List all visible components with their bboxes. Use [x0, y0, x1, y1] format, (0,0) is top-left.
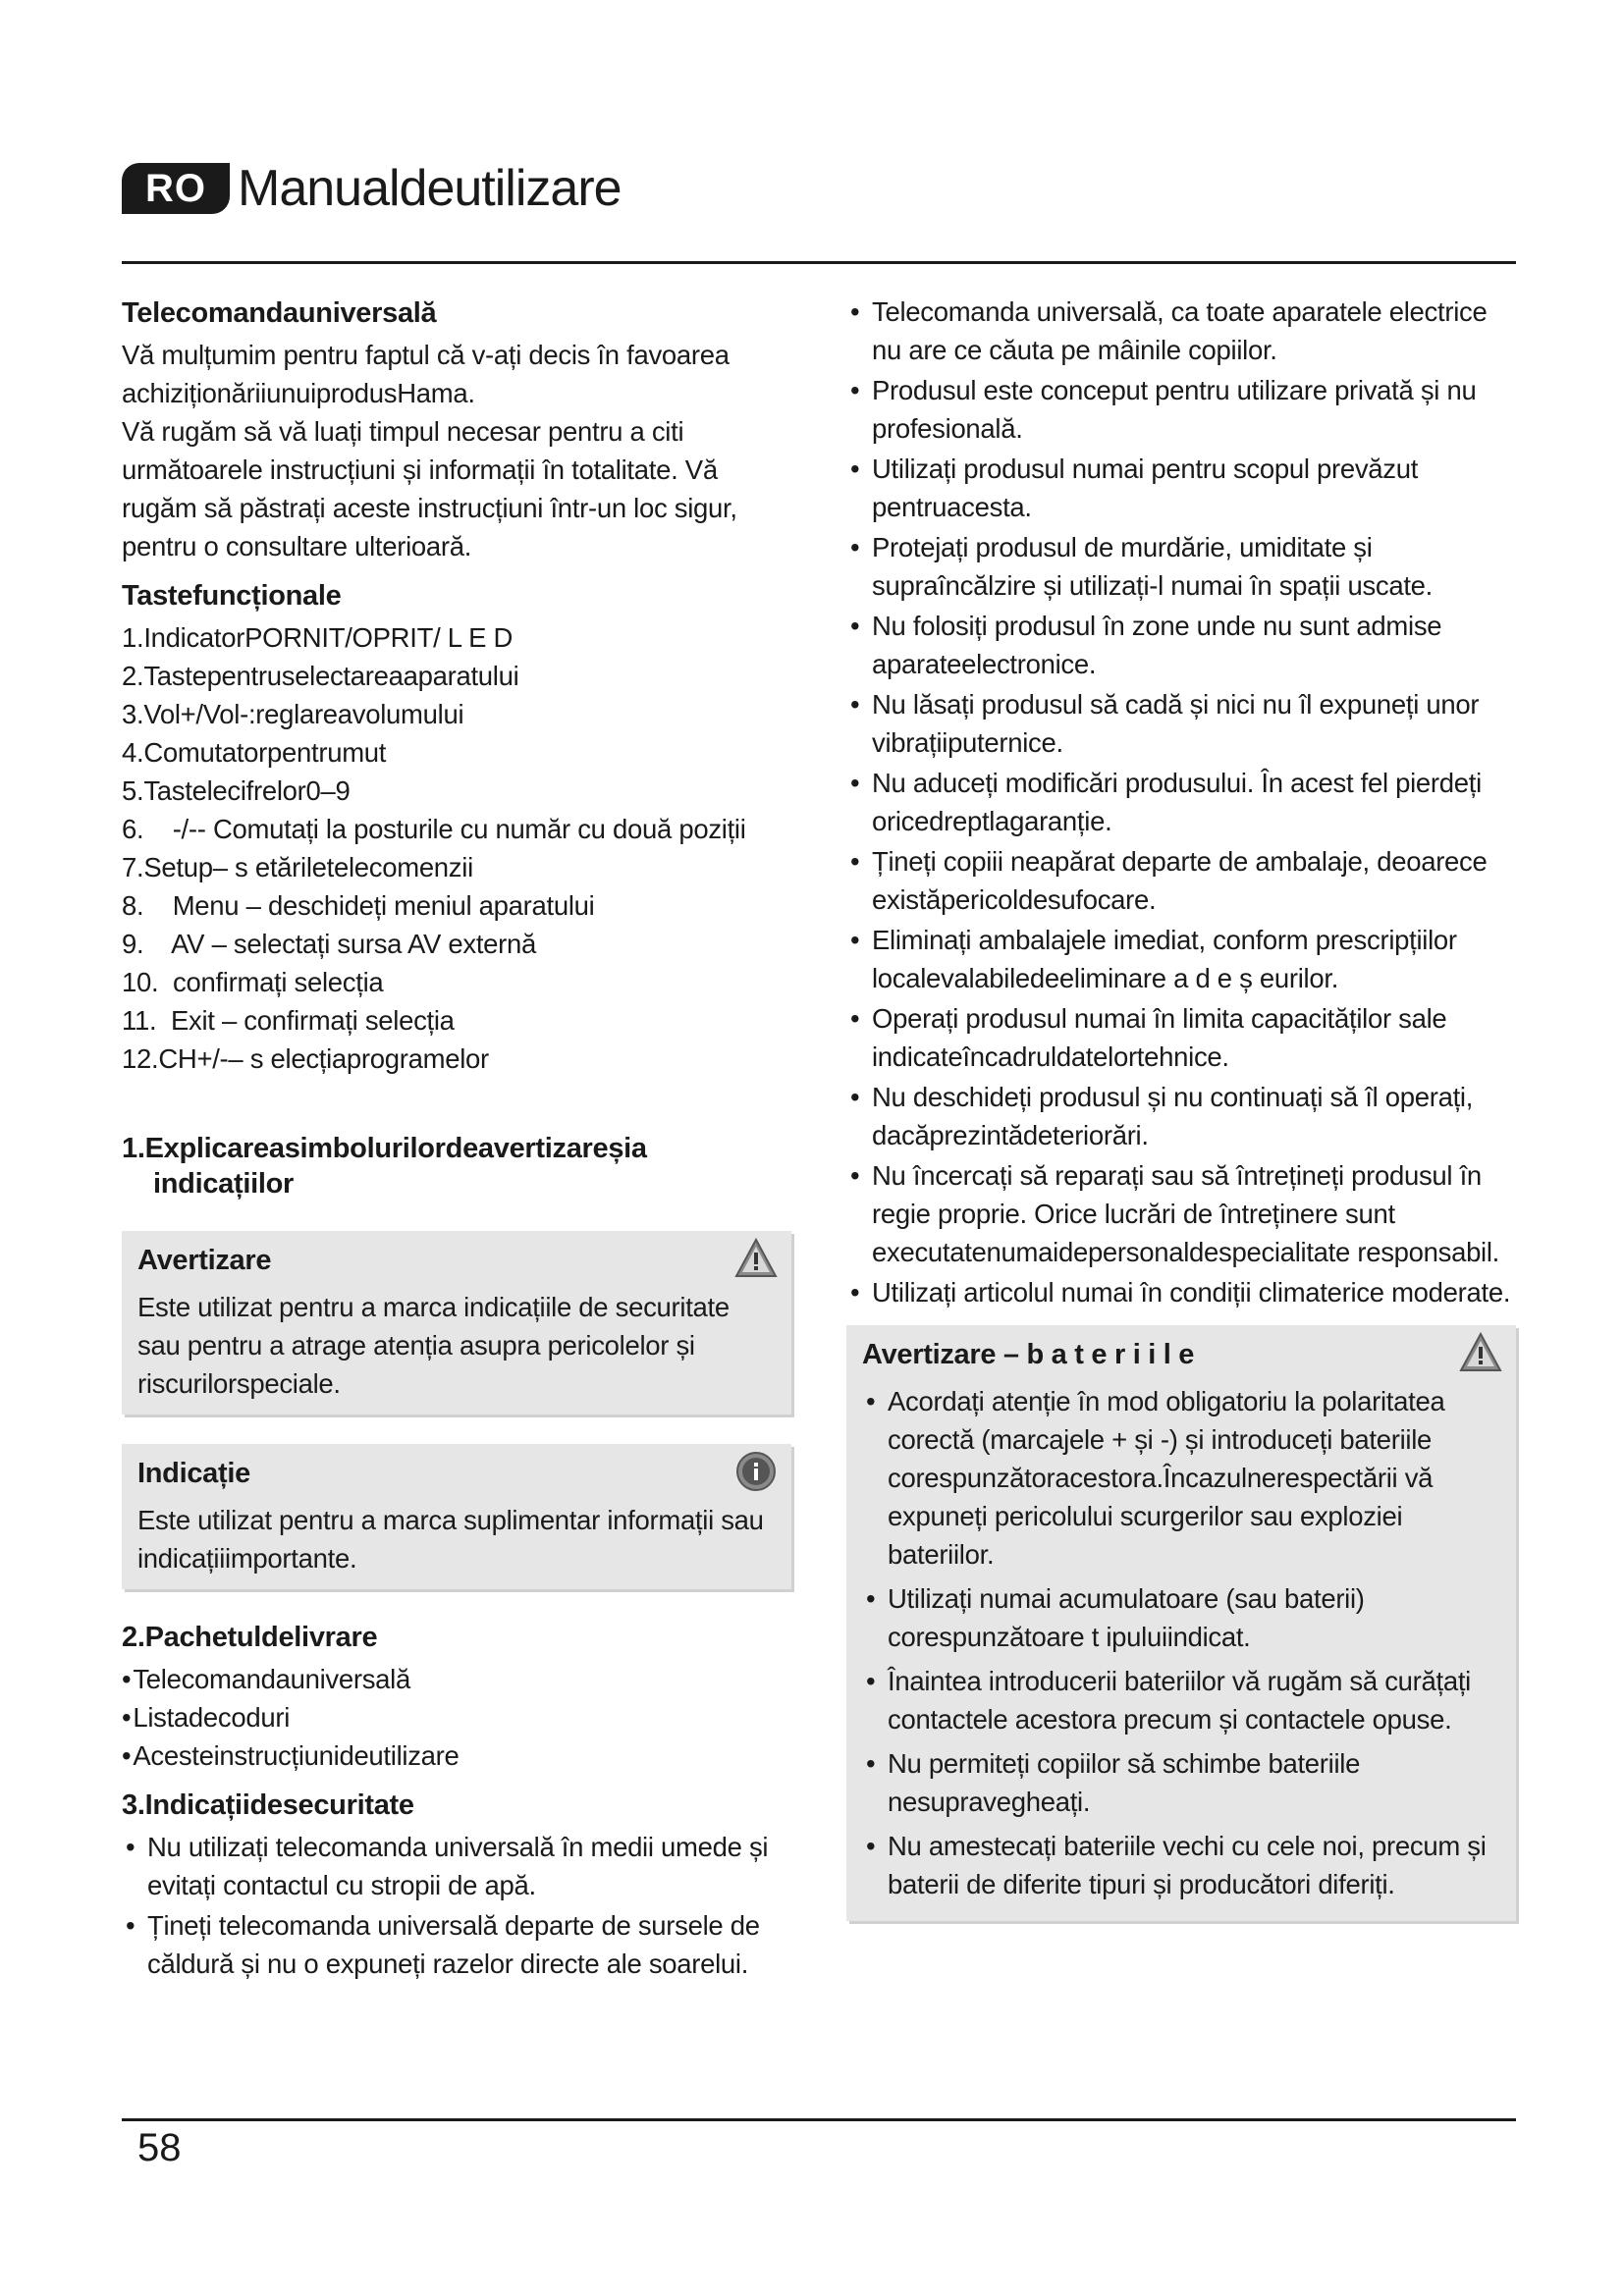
list-item: 5.Tastelecifrelor0–9 — [122, 775, 351, 806]
list-item: • Nu folosiți produsul în zone unde nu sunt admise aparateelectronice. — [846, 607, 1516, 683]
list-item: • Țineți telecomanda universală departe de sursele de căldură și nu o expuneți razelor directe ale soarelui. — [122, 1906, 791, 1983]
section-2-heading: 2.Pachetuldelivrare — [122, 1622, 378, 1653]
list-item: 9. AV – selectați sursa AV externă — [122, 929, 536, 959]
list-item: 4.Comutatorpentrumut — [122, 737, 387, 768]
list-item: • Produsul este conceput pentru utilizare privată și nu profesională. — [846, 371, 1516, 448]
list-item: • Nu permiteți copiilor să schimbe bateriile nesupravegheați. — [862, 1744, 1500, 1821]
list-item: • Listadecoduri — [122, 1698, 791, 1736]
safety-list-continued — [846, 293, 1516, 1311]
list-item: • Nu încercați să reparați sau să întrețineți produsul în regie proprie. Orice lucrări de întreținere sunt executatenumaidepersonaldespecialitate responsabil. — [846, 1156, 1516, 1271]
intro-paragraph: Vă mulțumim pentru faptul că v-ați decis în favoarea achiziționăriiunuiprodusHama. — [122, 340, 730, 408]
list-item: 12.CH+/-– s elecțiaprogramelor — [122, 1043, 489, 1074]
function-keys-list — [122, 618, 791, 1078]
list-item: • Nu lăsați produsul să cadă și nici nu îl expuneți unor vibrațiiputernice. — [846, 685, 1516, 762]
list-item: • Nu utilizați telecomanda universală în medii umede și evitați contactul cu stropii de apă. — [122, 1828, 791, 1904]
section-title-continued: indicațiilor — [153, 1168, 295, 1200]
battery-warning-title: Avertizare – b a t e r i i l e — [862, 1339, 1195, 1370]
list-item: 8. Menu – deschideți meniul aparatului — [122, 890, 595, 921]
page-title: Manualdeutilizare — [238, 160, 622, 217]
warning-box — [122, 1231, 791, 1415]
header-divider — [122, 261, 1516, 264]
battery-warning-list — [862, 1382, 1500, 1903]
list-item: 1.IndicatorPORNIT/OPRIT/ L E D — [122, 622, 514, 653]
list-item: • Telecomanda universală, ca toate aparatele electrice nu are ce căuta pe mâinile copiilor. — [846, 293, 1516, 369]
footer-divider — [122, 2118, 1516, 2121]
list-item: • Nu deschideți produsul și nu continuați să îl operați, dacăprezintădeteriorări. — [846, 1078, 1516, 1154]
list-item: • Acesteinstrucțiunideutilizare — [122, 1736, 791, 1775]
list-item: 10. confirmați selecția — [122, 967, 384, 997]
intro-heading: Telecomandauniversală — [122, 297, 437, 329]
function-keys-heading: Tastefuncționale — [122, 580, 342, 612]
warning-triangle-icon — [734, 1237, 778, 1280]
list-item: • Utilizați articolul numai în condiții climaterice moderate. — [846, 1273, 1516, 1311]
info-box — [122, 1444, 791, 1589]
page-header — [122, 159, 622, 218]
list-item: • Protejați produsul de murdărie, umiditate și supraîncălzire și utilizați-l numai în spații uscate. — [846, 528, 1516, 605]
list-item: • Acordați atenție în mod obligatoriu la polaritatea corectă (marcajele + și -) și introduceți bateriile corespunzătoracestora.Încazulnerespectării vă expuneți pericolului scurgerilor sau exploziei bateriilor. — [862, 1382, 1500, 1574]
section-3-heading: 3.Indicațiidesecuritate — [122, 1789, 414, 1821]
section-title: Explicareasimbolurilordeavertizareșia — [144, 1133, 647, 1164]
delivery-contents-list — [122, 1660, 791, 1775]
warning-box-title: Avertizare — [137, 1245, 272, 1276]
intro-paragraph: Vă rugăm să vă luați timpul necesar pentru a citi următoarele instrucțiuni și informații în totalitate. Vă rugăm să păstrați aceste instrucțiuni într-un loc sigur, pentru o consultare ulterioară. — [122, 416, 737, 561]
list-item: • Nu amestecați bateriile vechi cu cele noi, precum și baterii de diferite tipuri și producători diferiți. — [862, 1827, 1500, 1903]
list-item: • Nu aduceți modificări produsului. În acest fel pierdeți oricedreptlagaranție. — [846, 764, 1516, 840]
list-item: • Eliminați ambalajele imediat, conform prescripțiilor localevalabiledeeliminare a d e ș eurilor. — [846, 921, 1516, 997]
safety-list — [122, 1828, 791, 1983]
info-box-title: Indicație — [137, 1458, 250, 1489]
list-item: 7.Setup– s etăriletelecomenzii — [122, 852, 473, 882]
list-item: 11. Exit – confirmați selecția — [122, 1005, 455, 1036]
page-number: 58 — [137, 2126, 182, 2169]
language-badge: RO — [122, 163, 230, 214]
warning-box-text: Este utilizat pentru a marca indicațiile de securitate sau pentru a atrage atenția asupra pericolelor și riscurilorspeciale. — [137, 1292, 730, 1399]
info-box-text: Este utilizat pentru a marca suplimentar informații sau indicațiiimportante. — [137, 1505, 764, 1574]
left-column — [122, 294, 791, 1985]
info-circle-icon — [734, 1450, 778, 1493]
section-1-heading — [122, 1131, 791, 1201]
warning-triangle-icon — [1459, 1331, 1502, 1374]
section-number: 1. — [122, 1133, 145, 1164]
list-item: • Telecomandauniversală — [122, 1660, 791, 1698]
right-column — [846, 293, 1516, 1921]
list-item: • Înaintea introducerii bateriilor vă rugăm să curățați contactele acestora precum și contactele opuse. — [862, 1662, 1500, 1738]
battery-warning-box — [846, 1325, 1516, 1921]
list-item: 3.Vol+/Vol-:reglareavolumului — [122, 699, 464, 729]
list-item: • Utilizați produsul numai pentru scopul prevăzut pentruacesta. — [846, 450, 1516, 526]
list-item: • Operați produsul numai în limita capacităților sale indicateîncadruldatelortehnice. — [846, 999, 1516, 1076]
list-item: 2.Tastepentruselectareaaparatului — [122, 661, 519, 691]
list-item: • Țineți copiii neapărat departe de ambalaje, deoarece existăpericoldesufocare. — [846, 842, 1516, 919]
list-item: • Utilizați numai acumulatoare (sau baterii) corespunzătoare t ipuluiindicat. — [862, 1579, 1500, 1656]
list-item: 6. -/-- Comutați la posturile cu număr cu două poziții — [122, 814, 746, 844]
